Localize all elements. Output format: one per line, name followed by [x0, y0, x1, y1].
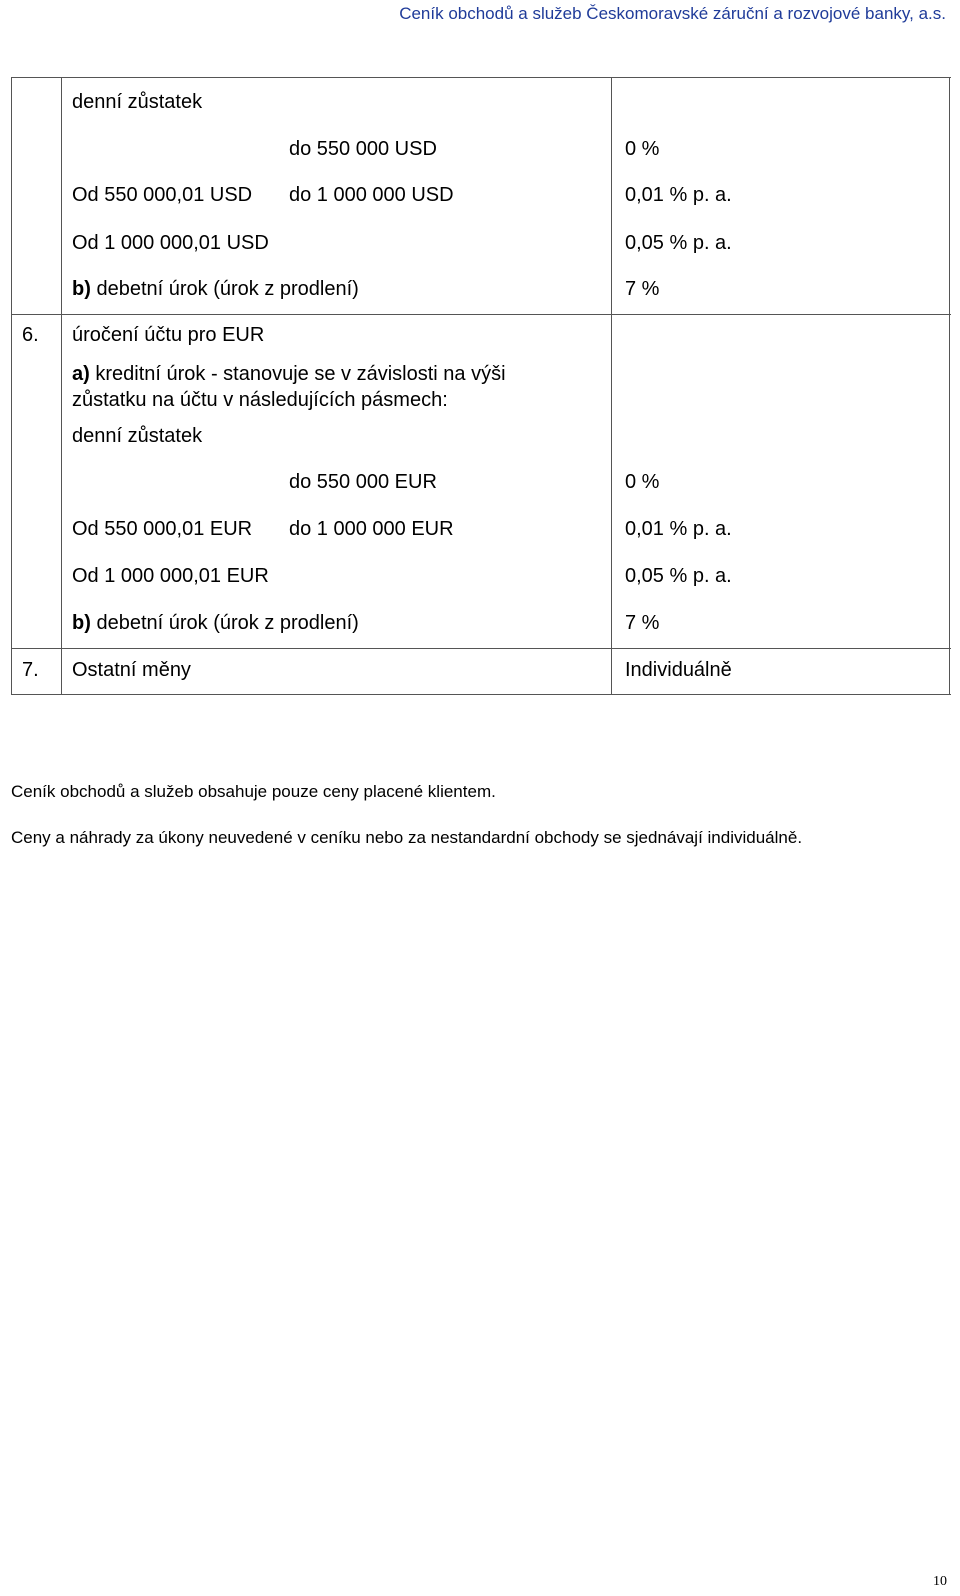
usd-tier1-rate: 0 % [625, 138, 660, 160]
row-separator-eur [11, 314, 951, 315]
table-column-divider-value [611, 78, 612, 694]
eur-credit-text1: kreditní úrok - stanovuje se v závislosti na výši [95, 363, 506, 385]
eur-credit-line1 [72, 362, 506, 386]
eur-tier1-range: do 550 000 EUR [289, 471, 437, 493]
document-header: Ceník obchodů a služeb Českomoravské záruční a rozvojové banky, a.s. [399, 4, 946, 23]
other-section-number: 7. [22, 659, 39, 681]
usd-debit-label: debetní úrok (úrok z prodlení) [96, 278, 359, 300]
usd-tier3-range: Od 1 000 000,01 USD [72, 232, 269, 254]
eur-tier2-from: Od 550 000,01 EUR [72, 518, 253, 540]
page-number: 10 [933, 1574, 947, 1589]
usd-debit-line [72, 277, 359, 301]
usd-tier1-range: do 550 000 USD [289, 138, 437, 160]
usd-tier3-rate: 0,05 % p. a. [625, 232, 732, 254]
eur-section-title: úročení účtu pro EUR [72, 324, 265, 346]
usd-debit-rate: 7 % [625, 278, 660, 300]
eur-daily-balance-label: denní zůstatek [72, 425, 203, 447]
eur-tier3-range: Od 1 000 000,01 EUR [72, 565, 269, 587]
table-border-right [949, 78, 950, 694]
note-client-prices: Ceník obchodů a služeb obsahuje pouze ceny placené klientem. [11, 782, 496, 801]
note-individual-pricing: Ceny a náhrady za úkony neuvedené v ceníku nebo za nestandardní obchody se sjednávají individuálně. [11, 828, 803, 847]
other-section-label: Ostatní měny [72, 659, 191, 681]
eur-credit-prefix: a) [72, 363, 90, 385]
eur-section-number: 6. [22, 324, 39, 346]
interest-rate-table [11, 77, 951, 695]
other-section-value: Individuálně [625, 659, 732, 681]
usd-debit-prefix: b) [72, 278, 91, 300]
eur-debit-label: debetní úrok (úrok z prodlení) [96, 612, 359, 634]
eur-debit-line [72, 611, 359, 635]
eur-credit-line2: zůstatku na účtu v následujících pásmech: [72, 389, 448, 411]
eur-tier3-rate: 0,05 % p. a. [625, 565, 732, 587]
eur-tier2-to: do 1 000 000 EUR [289, 518, 454, 540]
eur-debit-prefix: b) [72, 612, 91, 634]
table-border-left [11, 78, 12, 694]
table-column-divider-number [61, 78, 62, 694]
usd-daily-balance-label: denní zůstatek [72, 91, 203, 113]
usd-tier2-from: Od 550 000,01 USD [72, 184, 253, 206]
usd-tier2-to: do 1 000 000 USD [289, 184, 454, 206]
row-separator-other [11, 648, 951, 649]
usd-tier2-rate: 0,01 % p. a. [625, 184, 732, 206]
eur-debit-rate: 7 % [625, 612, 660, 634]
eur-tier1-rate: 0 % [625, 471, 660, 493]
eur-tier2-rate: 0,01 % p. a. [625, 518, 732, 540]
